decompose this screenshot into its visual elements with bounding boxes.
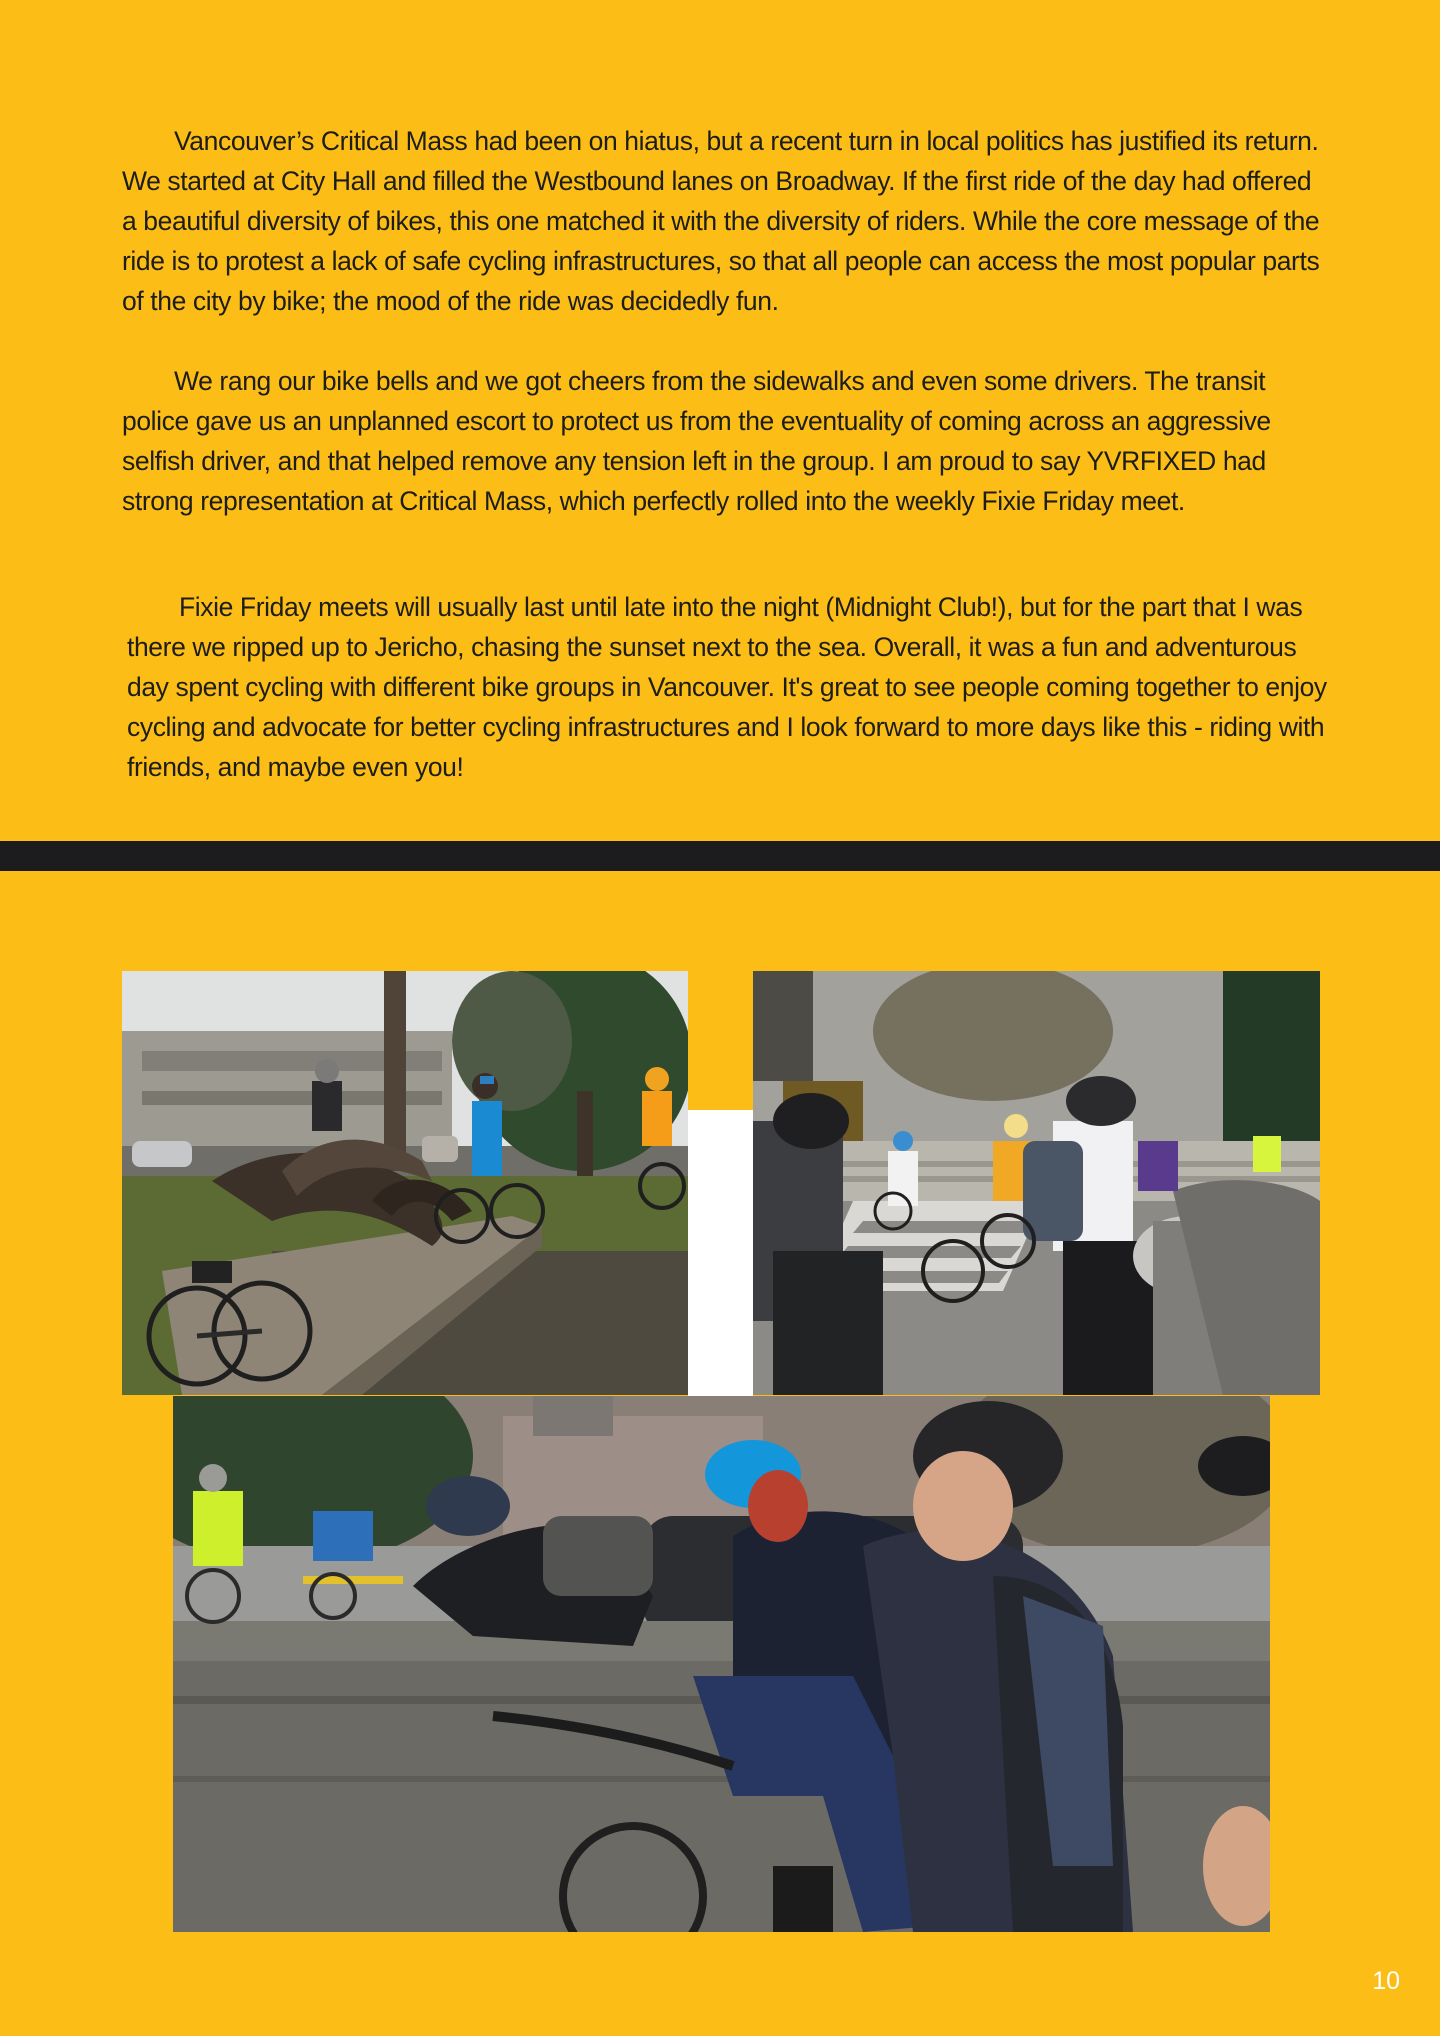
photo-riders-stone-wall-illustration: [173, 1396, 1270, 1932]
page-number: 10: [1372, 1967, 1400, 1995]
photo-park-sculpture: [122, 971, 688, 1395]
photo-collage-gap: [688, 1110, 753, 1396]
photo-riders-stone-wall: [173, 1396, 1270, 1932]
article-paragraph-1: Vancouver’s Critical Mass had been on hiatus, but a recent turn in local politics has justified its return. We started at City Hall and filled the Westbound lanes on Broadway. If the first ride of the day had offered a beautiful diversity of bikes, this one matched it with the diversity of riders. While the core message of the ride is to protest a lack of safe cycling infrastructures, so that all people can access the most popular parts of the city by bike; the mood of the ride was decidedly fun.: [122, 126, 1320, 316]
section-divider-bar: [0, 841, 1440, 871]
article-paragraph-2: We rang our bike bells and we got cheers from the sidewalks and even some drivers. The transit police gave us an unplanned escort to protect us from the eventuality of coming across an aggressive selfish driver, and that helped remove any tension left in the group. I am proud to say YVRFIXED had strong representation at Critical Mass, which perfectly rolled into the weekly Fixie Friday meet.: [122, 366, 1271, 516]
article-paragraph-3: Fixie Friday meets will usually last until late into the night (Midnight Club!), but for the part that I was there we ripped up to Jericho, chasing the sunset next to the sea. Overall, it was a fun and adventurous day spent cycling with different bike groups in Vancouver. It's great to see people coming together to enjoy cycling and advocate for better cycling infrastructures and I look forward to more days like this - riding with friends, and maybe even you!: [127, 592, 1327, 782]
photo-city-hall-riders: [753, 971, 1320, 1395]
photo-park-sculpture-illustration: [122, 971, 688, 1395]
photo-city-hall-riders-illustration: [753, 971, 1320, 1395]
